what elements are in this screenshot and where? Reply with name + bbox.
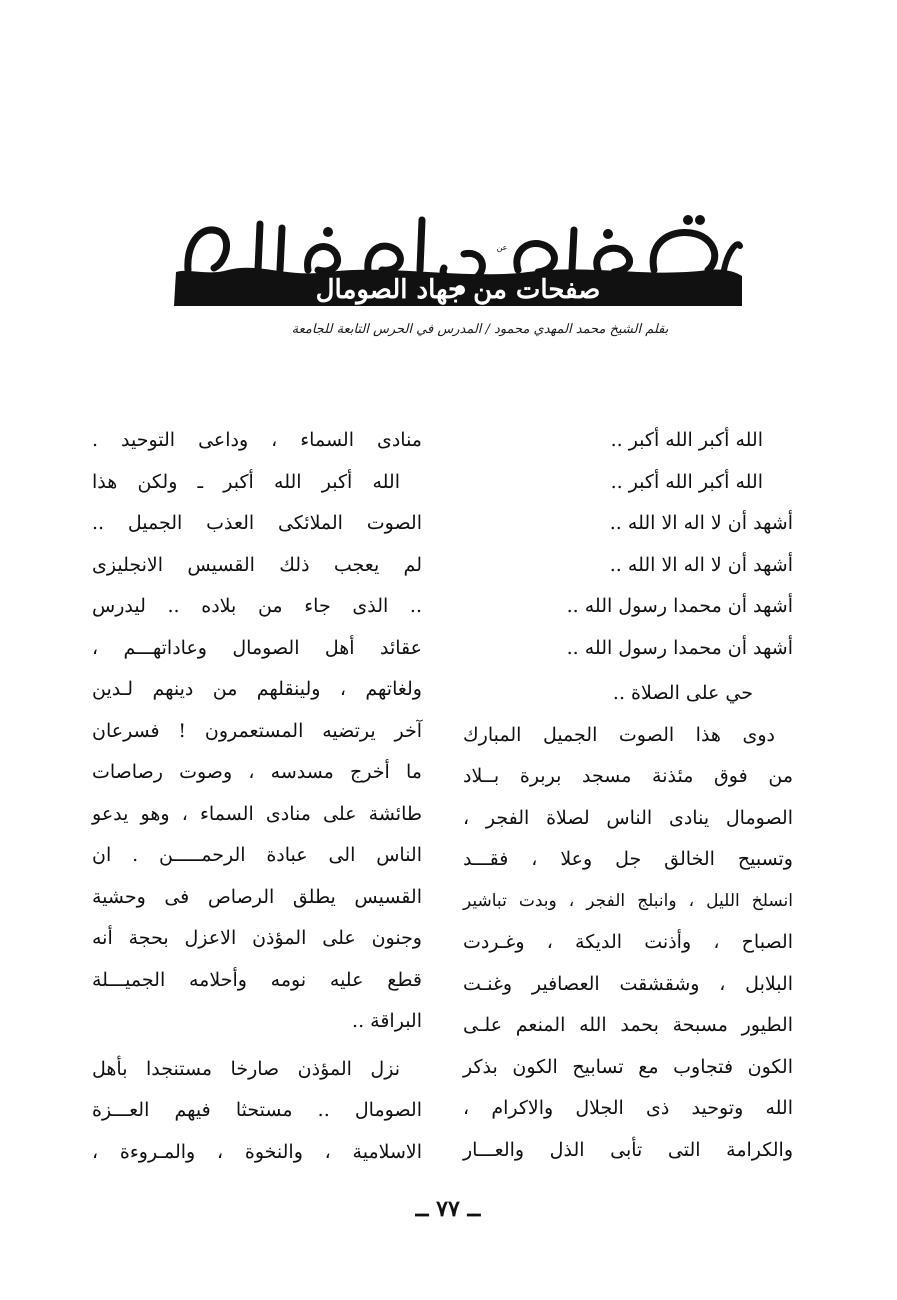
text-line: الكون فتجاوب مع تسابيح الكون بذكر xyxy=(463,1055,793,1078)
calligraphy-stroke xyxy=(420,220,422,270)
adhan-verse: أشهد أن لا اله الا الله .. xyxy=(609,512,793,534)
calligraphy-stroke xyxy=(280,228,282,270)
text-line: الصومال .. مستحثا فيهم العـــزة xyxy=(92,1099,422,1121)
right-column xyxy=(463,420,793,1171)
calligraphy-stroke xyxy=(724,244,740,270)
text-line: نزل المؤذن صارخا مستنجدا بأهل xyxy=(92,1057,400,1080)
text-line: وجنون على المؤذن الاعزل بحجة أنه xyxy=(92,927,422,949)
adhan-verse: الله أكبر الله أكبر .. xyxy=(610,470,763,493)
calligraphy-stroke xyxy=(258,224,260,270)
text-line: قطع عليه نومه وأحلامه الجميـــلة xyxy=(92,968,422,991)
calligraphy-dot xyxy=(683,215,693,225)
text-line: الصباح ، وأذنت الديكة ، وغـردت xyxy=(463,931,793,953)
text-line: انسلخ الليل ، وانبلج الفجر ، وبدت تباشير xyxy=(463,890,793,911)
text-line: طائشة على منادى السماء ، وهو يدعو xyxy=(92,802,422,825)
left-column xyxy=(92,420,422,1173)
body-paragraph xyxy=(92,1049,422,1174)
calligraphy-stroke xyxy=(368,246,401,270)
body-paragraph xyxy=(463,715,793,1172)
text-line: ما أخرج مسدسه ، وصوت رصاصات xyxy=(92,761,422,783)
text-line: القسيس يطلق الرصاص فى وحشية xyxy=(92,885,422,908)
calligraphy-dot xyxy=(695,215,705,225)
adhan-verse: أشهد أن محمدا رسول الله .. xyxy=(566,595,793,617)
text-line: الطيور مسبحة بحمد الله المنعم علـى xyxy=(463,1014,793,1036)
text-line: الله وتوحيد ذى الجلال والاكرام ، xyxy=(463,1097,793,1119)
text-line: البراقة .. xyxy=(352,1010,422,1032)
text-line: الله أكبر الله أكبر ـ ولكن هذا xyxy=(92,470,400,493)
page-title: صفحات من جهاد الصومال xyxy=(315,275,601,305)
adhan-call: حي على الصلاة .. xyxy=(612,682,753,704)
text-line: من فوق مئذنة مسجد بربرة بــلاد xyxy=(463,765,793,787)
body-paragraph xyxy=(92,420,422,1043)
calligraphy-stroke xyxy=(597,248,630,272)
calligraphy-stroke xyxy=(188,230,227,270)
adhan-verse: الله أكبر الله أكبر .. xyxy=(610,429,763,451)
text-line: دوى هذا الصوت الجميل المبارك xyxy=(463,723,775,746)
text-line: الناس الى عبادة الرحمـــــن . ان xyxy=(92,844,422,866)
text-line: الاسلامية ، والنخوة ، والمـروءة ، xyxy=(92,1140,422,1163)
text-line: الصومال ينادى الناس لصلاة الفجر ، xyxy=(463,806,793,829)
title-small-word: عن xyxy=(496,243,508,252)
text-line: منادى السماء ، وداعى التوحيد . xyxy=(92,429,422,451)
text-line: .. الذى جاء من بلاده .. ليدرس xyxy=(92,595,422,617)
page-number: ــ ٧٧ ــ xyxy=(415,1196,481,1222)
title-banner-artwork xyxy=(168,210,748,310)
calligraphy-stroke xyxy=(517,243,555,272)
text-line: الصوت الملائكى العذب الجميل .. xyxy=(92,512,422,534)
text-line: ولغاتهم ، ولينقلهم من دينهم لـدين xyxy=(92,678,422,700)
text-line: عقائد أهل الصومال وعاداتهـــم ، xyxy=(92,636,422,659)
calligraphy-stroke xyxy=(308,247,338,271)
text-line: وتسبيح الخالق جل وعلا ، فقـــد xyxy=(463,848,793,870)
calligraphy-stroke xyxy=(653,233,715,271)
adhan-verse: أشهد أن محمدا رسول الله .. xyxy=(566,636,793,659)
author-byline: بقلم الشيخ محمد المهدي محمود / المدرس في الحرس التابعة للجامعة xyxy=(291,322,669,337)
calligraphy-dot xyxy=(323,227,333,237)
title-banner xyxy=(168,210,748,310)
text-line: البلابل ، وشقشقت العصافير وغنـت xyxy=(463,972,793,995)
text-line: والكرامة التى تأبى الذل والعـــار xyxy=(463,1138,793,1161)
text-line: لم يعجب ذلك القسيس الانجليزى xyxy=(92,553,422,576)
adhan-verse: أشهد أن لا اله الا الله .. xyxy=(609,553,793,576)
text-line: آخر يرتضيه المستعمرون ! فسرعان xyxy=(92,719,422,742)
calligraphy-dot xyxy=(603,229,613,239)
calligraphy-stroke xyxy=(572,230,574,270)
